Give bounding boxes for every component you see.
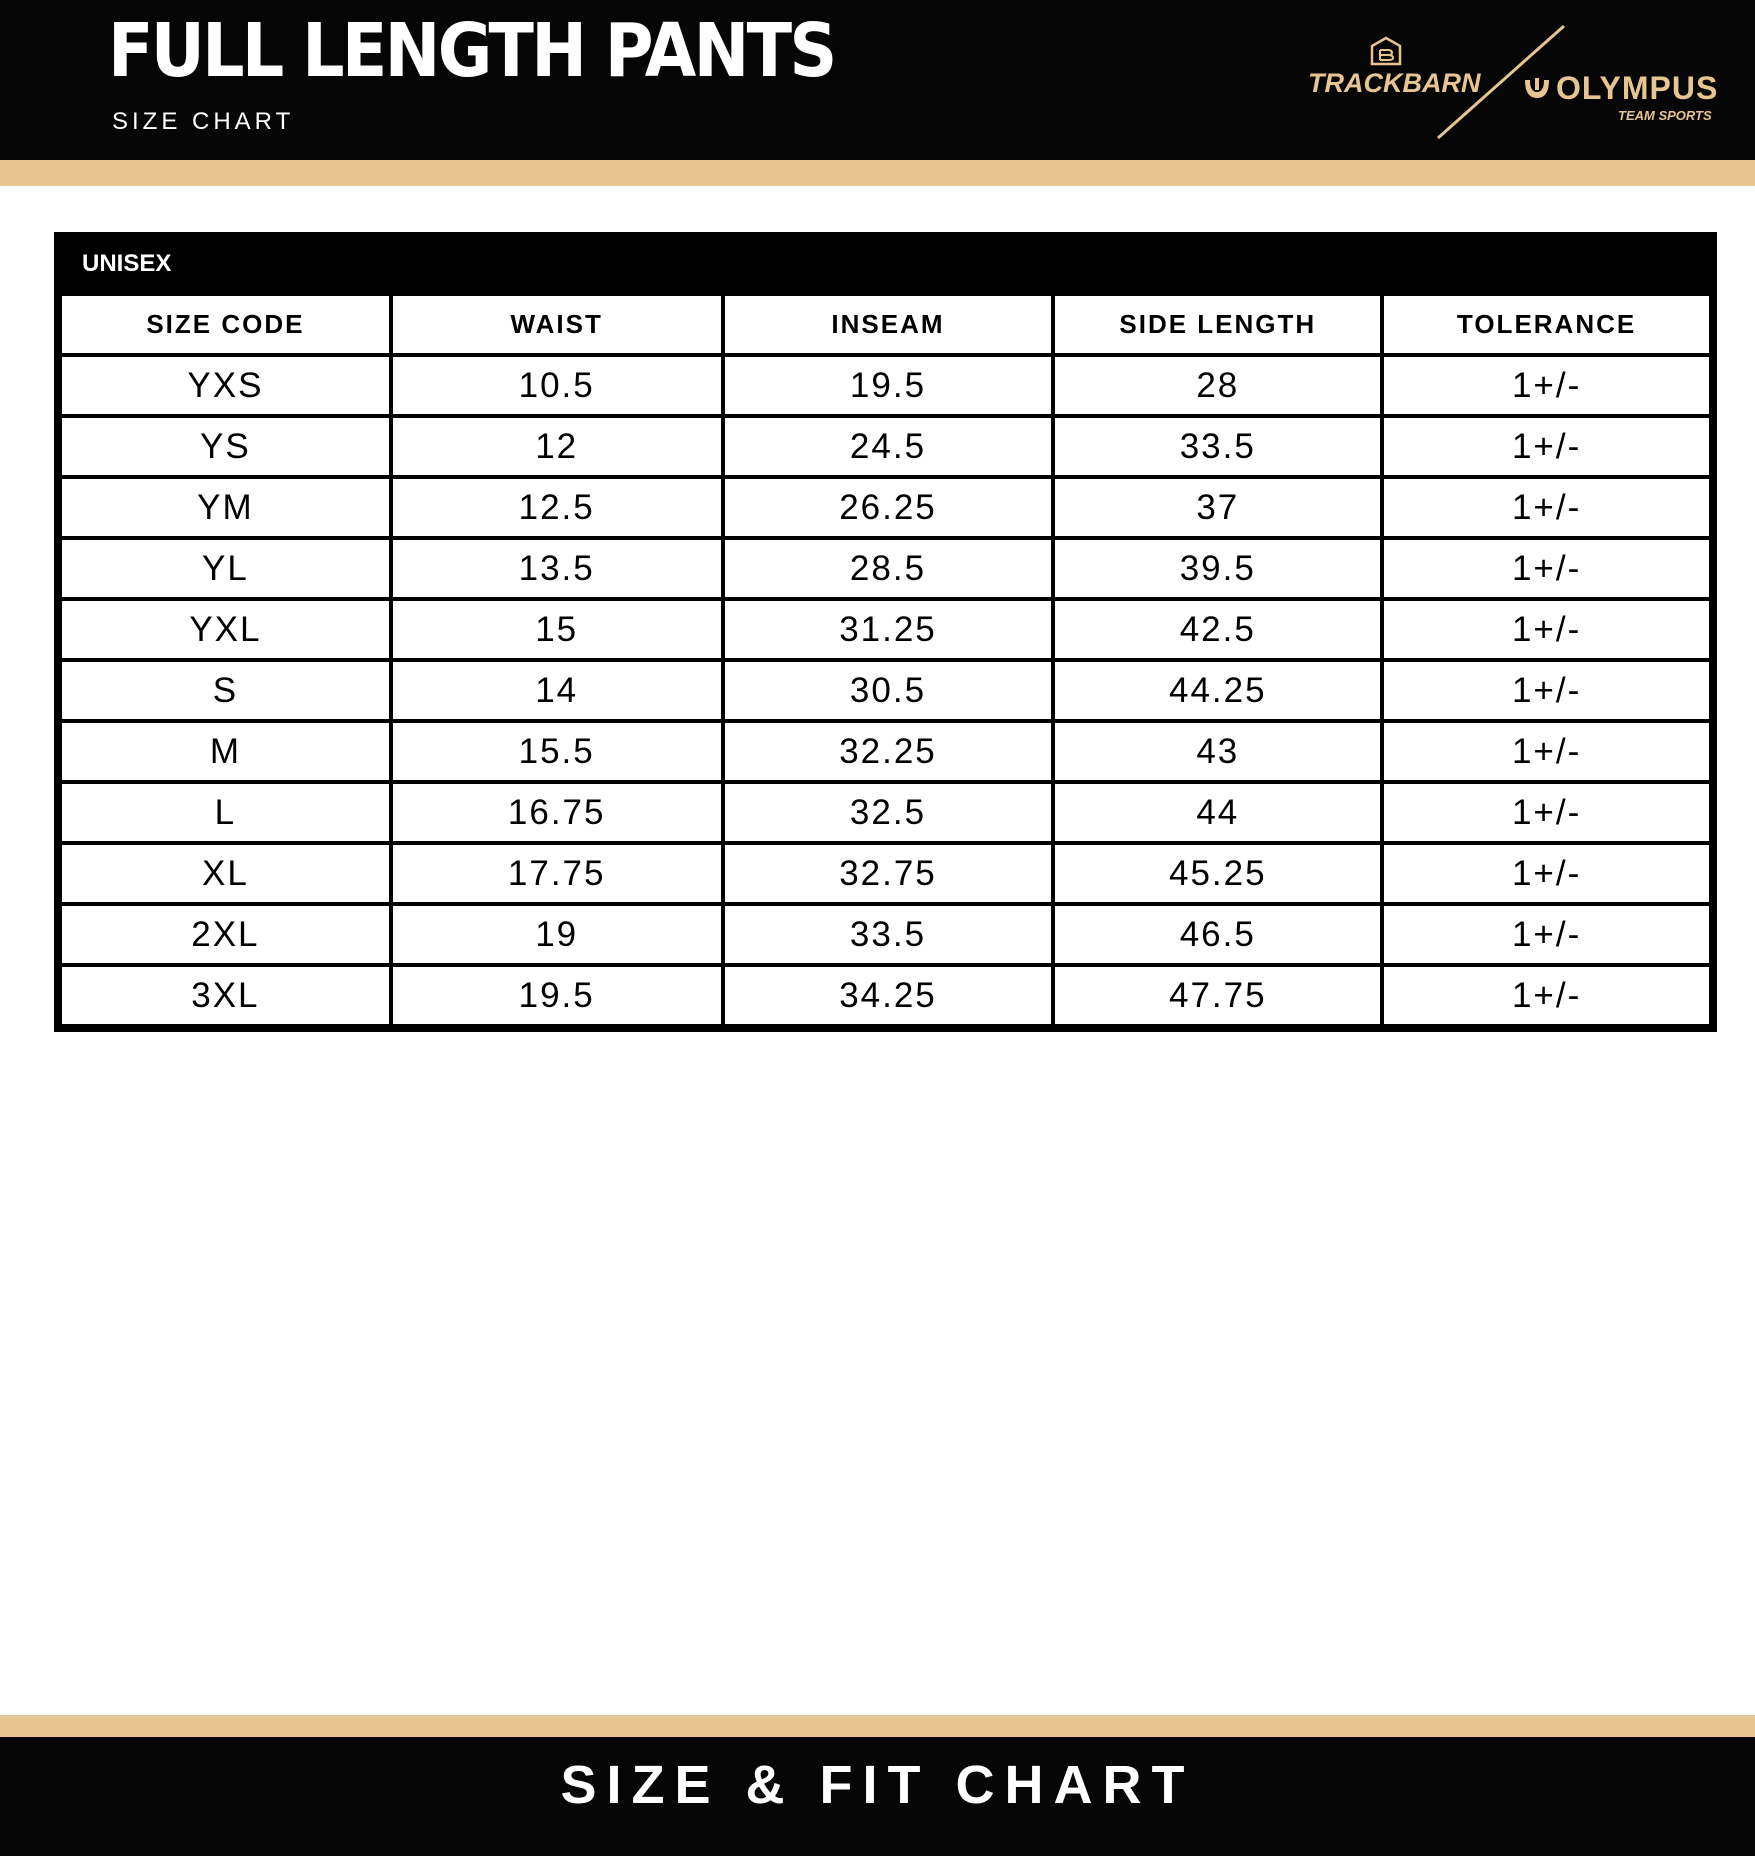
column-header-side-length: SIDE LENGTH [1053, 294, 1382, 355]
table-row [60, 904, 1711, 965]
cell-side-length: 43 [1053, 721, 1382, 782]
table-row [60, 782, 1711, 843]
cell-inseam: 19.5 [723, 355, 1054, 416]
cell-tolerance: 1+/- [1382, 904, 1711, 965]
cell-size-code: YS [60, 416, 391, 477]
cell-inseam: 32.25 [723, 721, 1054, 782]
page-title: FULL LENGTH PANTS [108, 8, 835, 94]
cell-inseam: 32.75 [723, 843, 1054, 904]
cell-waist: 12 [391, 416, 723, 477]
cell-side-length: 28 [1053, 355, 1382, 416]
column-header-inseam: INSEAM [723, 294, 1054, 355]
brand-logos [1300, 20, 1720, 150]
cell-waist: 10.5 [391, 355, 723, 416]
cell-tolerance: 1+/- [1382, 843, 1711, 904]
table-row [60, 599, 1711, 660]
cell-tolerance: 1+/- [1382, 477, 1711, 538]
olympus-wordmark: OLYMPUS [1556, 70, 1719, 106]
cell-waist: 13.5 [391, 538, 723, 599]
table-header-row [60, 294, 1711, 355]
cell-tolerance: 1+/- [1382, 355, 1711, 416]
cell-side-length: 44.25 [1053, 660, 1382, 721]
cell-inseam: 31.25 [723, 599, 1054, 660]
cell-side-length: 37 [1053, 477, 1382, 538]
size-table-container [54, 232, 1717, 1032]
cell-waist: 15 [391, 599, 723, 660]
cell-side-length: 44 [1053, 782, 1382, 843]
cell-waist: 19 [391, 904, 723, 965]
cell-side-length: 42.5 [1053, 599, 1382, 660]
cell-inseam: 34.25 [723, 965, 1054, 1026]
cell-side-length: 45.25 [1053, 843, 1382, 904]
cell-inseam: 26.25 [723, 477, 1054, 538]
table-row [60, 538, 1711, 599]
cell-tolerance: 1+/- [1382, 660, 1711, 721]
table-row [60, 355, 1711, 416]
cell-size-code: YL [60, 538, 391, 599]
trackbarn-barn-icon [1368, 36, 1404, 66]
footer-bar [0, 1737, 1755, 1856]
cell-waist: 15.5 [391, 721, 723, 782]
cell-tolerance: 1+/- [1382, 538, 1711, 599]
cell-waist: 16.75 [391, 782, 723, 843]
cell-inseam: 33.5 [723, 904, 1054, 965]
cell-tolerance: 1+/- [1382, 721, 1711, 782]
table-row [60, 660, 1711, 721]
column-header-tolerance: TOLERANCE [1382, 294, 1711, 355]
cell-size-code: YXL [60, 599, 391, 660]
cell-size-code: M [60, 721, 391, 782]
cell-tolerance: 1+/- [1382, 599, 1711, 660]
cell-tolerance: 1+/- [1382, 782, 1711, 843]
footer-accent-stripe [0, 1715, 1755, 1737]
table-row [60, 965, 1711, 1026]
table-row [60, 843, 1711, 904]
footer-title: SIZE & FIT CHART [560, 1755, 1195, 1815]
cell-side-length: 47.75 [1053, 965, 1382, 1026]
cell-size-code: S [60, 660, 391, 721]
cell-inseam: 30.5 [723, 660, 1054, 721]
column-header-size-code: SIZE CODE [60, 294, 391, 355]
cell-inseam: 24.5 [723, 416, 1054, 477]
cell-waist: 12.5 [391, 477, 723, 538]
table-row [60, 721, 1711, 782]
table-row [60, 477, 1711, 538]
cell-side-length: 39.5 [1053, 538, 1382, 599]
cell-size-code: XL [60, 843, 391, 904]
cell-inseam: 28.5 [723, 538, 1054, 599]
trackbarn-wordmark: TRACKBARN [1308, 68, 1481, 98]
cell-tolerance: 1+/- [1382, 965, 1711, 1026]
cell-waist: 19.5 [391, 965, 723, 1026]
olympus-tagline: TEAM SPORTS [1618, 108, 1712, 123]
table-row [60, 416, 1711, 477]
header-accent-stripe [0, 160, 1755, 186]
olympus-laurel-icon [1522, 76, 1552, 102]
page-subtitle: SIZE CHART [112, 108, 295, 135]
cell-size-code: 2XL [60, 904, 391, 965]
cell-tolerance: 1+/- [1382, 416, 1711, 477]
cell-size-code: YM [60, 477, 391, 538]
cell-waist: 17.75 [391, 843, 723, 904]
cell-side-length: 46.5 [1053, 904, 1382, 965]
table-section-label: UNISEX [58, 236, 1713, 292]
cell-waist: 14 [391, 660, 723, 721]
cell-size-code: L [60, 782, 391, 843]
header-bar [0, 0, 1755, 160]
cell-size-code: 3XL [60, 965, 391, 1026]
cell-side-length: 33.5 [1053, 416, 1382, 477]
cell-size-code: YXS [60, 355, 391, 416]
cell-inseam: 32.5 [723, 782, 1054, 843]
column-header-waist: WAIST [391, 294, 723, 355]
size-table [58, 292, 1713, 1028]
